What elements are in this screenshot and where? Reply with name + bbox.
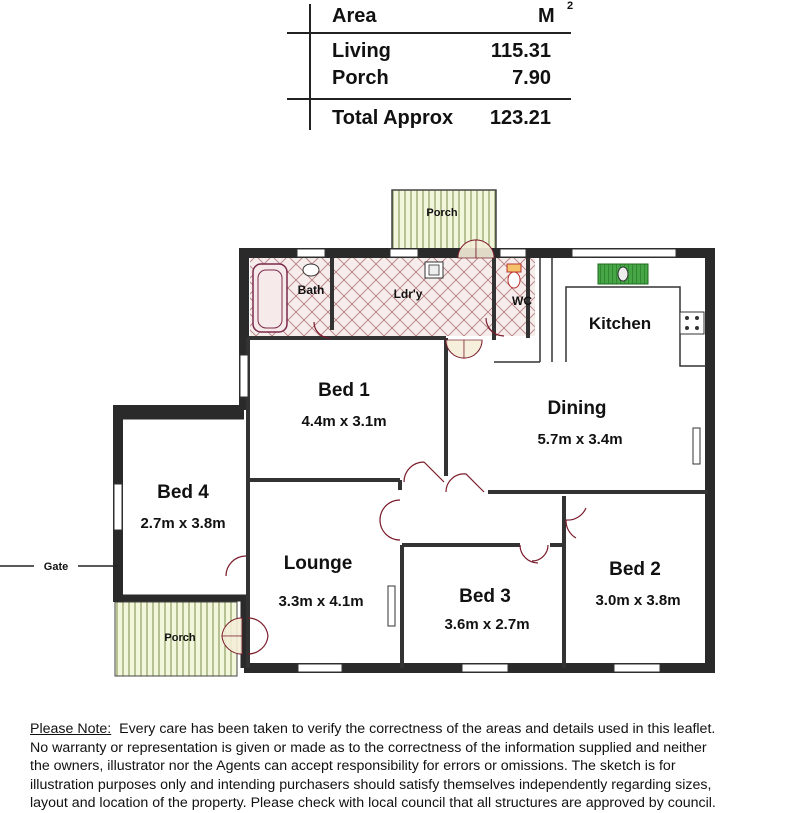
toilet-icon — [507, 264, 521, 288]
area-header-unit-superscript: 2 — [567, 0, 574, 12]
area-table-top-rule — [287, 32, 571, 34]
area-table-total-rule — [287, 98, 571, 100]
room-label-dining: Dining — [547, 398, 607, 419]
floor-plan — [0, 180, 800, 700]
disclaimer-heading: Please Note: — [30, 721, 112, 737]
area-row-porch-value: 7.90 — [512, 67, 551, 89]
gate-label: Gate — [43, 561, 69, 573]
disclaimer-note — [30, 720, 800, 813]
area-header-unit: M — [538, 5, 555, 27]
area-table-vertical-rule — [309, 4, 311, 130]
room-label-bed2: Bed 2 — [609, 559, 661, 580]
room-label-wc: WC — [512, 294, 532, 308]
sink-icon — [618, 267, 628, 281]
room-dims-lounge: 3.3m x 4.1m — [278, 593, 364, 610]
room-label-bed4: Bed 4 — [157, 482, 209, 503]
disclaimer-line-5: layout and location of the property. Please check with local council that all structures are approved by council. — [30, 795, 716, 811]
disclaimer-line-2: No warranty or representation is given or made as to the correctness of the information supplied and neither — [30, 739, 707, 756]
room-dims-dining: 5.7m x 3.4m — [537, 431, 623, 448]
room-dims-bed1: 4.4m x 3.1m — [301, 413, 387, 430]
area-row-porch-label: Porch — [332, 67, 389, 89]
area-total-label: Total Approx — [332, 107, 454, 129]
room-label-bed3: Bed 3 — [459, 586, 511, 607]
area-row-living-label: Living — [332, 40, 391, 62]
room-label-porch-bottom: Porch — [164, 632, 196, 644]
room-label-bath: Bath — [297, 283, 325, 297]
basin-icon — [303, 264, 319, 276]
area-table — [0, 0, 800, 140]
area-total-value: 123.21 — [489, 107, 551, 129]
disclaimer-text-1: Every care has been taken to verify the correctness of the areas and details used in this leaflet. — [119, 721, 716, 737]
disclaimer-line-1 — [30, 720, 800, 739]
disclaimer-line-3: the owners, illustrator nor the Agents can accept responsibility for errors or omissions. The sketch is for — [30, 758, 676, 774]
room-label-porch-top: Porch — [426, 207, 458, 219]
room-label-laundry: Ldr'y — [393, 287, 423, 301]
area-header-label: Area — [332, 5, 377, 27]
room-dims-bed4: 2.7m x 3.8m — [140, 515, 226, 532]
room-dims-bed2: 3.0m x 3.8m — [595, 592, 681, 609]
room-dims-bed3: 3.6m x 2.7m — [444, 616, 530, 633]
room-label-bed1: Bed 1 — [318, 380, 370, 401]
stove-icon — [680, 312, 704, 334]
area-row-living-value: 115.31 — [490, 40, 551, 62]
room-label-lounge: Lounge — [283, 553, 353, 574]
disclaimer-line-4: illustration purposes only and intending purchasers should satisfy themselves independently regarding sizes, — [30, 776, 712, 793]
laundry-tub-inner-icon — [429, 265, 439, 275]
room-label-kitchen: Kitchen — [588, 314, 652, 333]
